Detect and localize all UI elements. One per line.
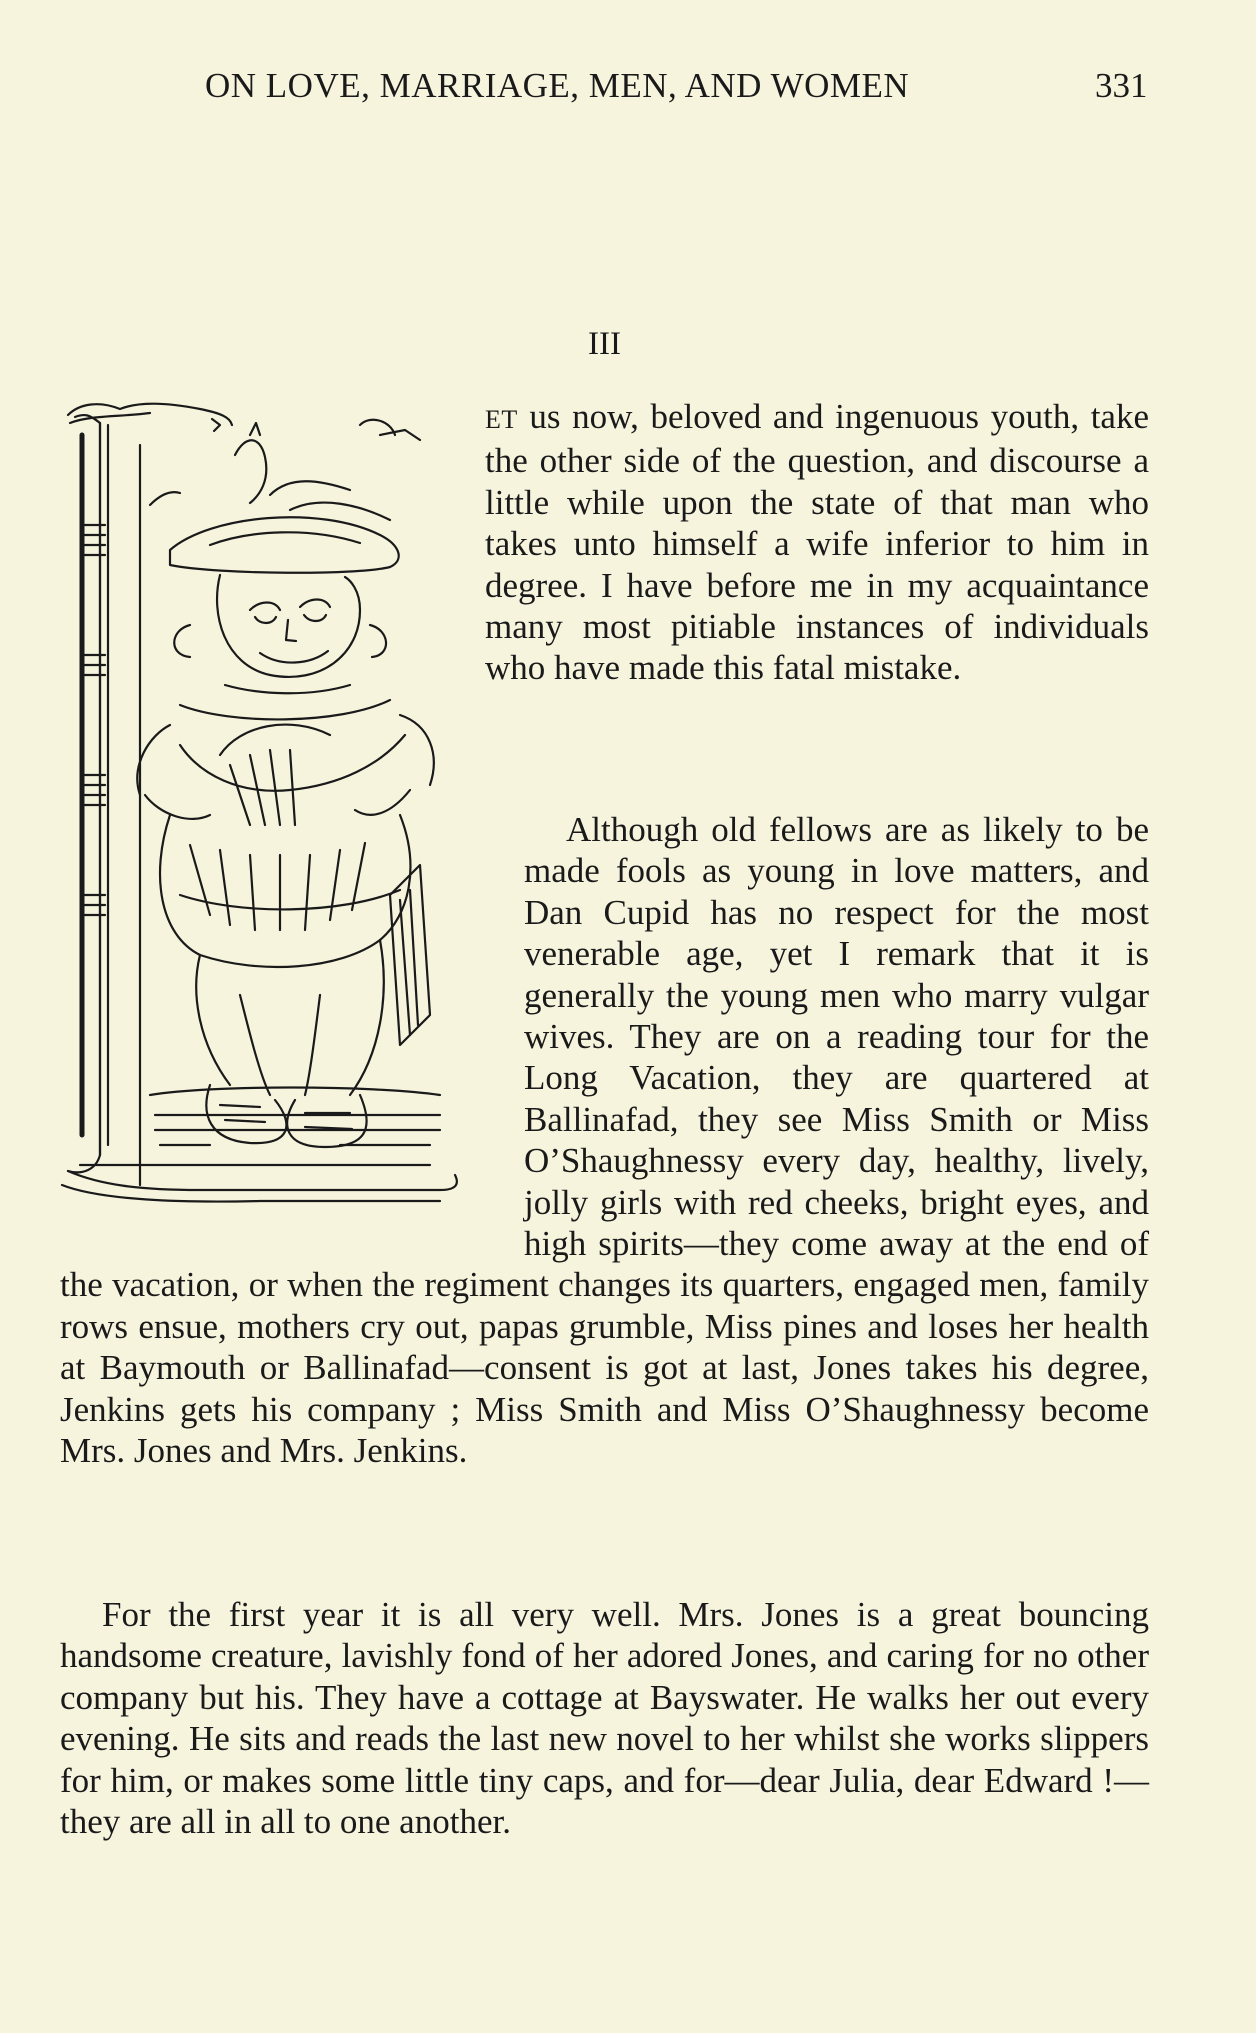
page-number: 331 (1095, 66, 1148, 105)
paragraph-3-text: For the first year it is all very well. Mrs. Jones is a great bouncing handsome creature, lavishly fond of her adored Jones, and caring for no other company but his. They have a cottage at Bayswater. He walks her out every evening. He sits and reads the last new novel to her whilst she works slippers for him, or makes some little tiny caps, and for—dear Julia, dear Edward !—they are all in all to one another. (60, 1595, 1149, 1842)
paragraph-2-text: Although old fellows are as likely to be made fools as young in love matters, and Dan Cupid has no respect for the most venerable age, yet I remark that it is generally the young men who marry vulgar wives. They are on a reading tour for the Long Vacation, they are quartered at Ballinafad, they see Miss Smith or Miss O’Shaughnessy every day, healthy, lively, jolly girls with red cheeks, bright eyes, and high spirits—they come away at the end of the vacation, or when the regiment changes its quarters, engaged men, family rows ensue, mothers cry out, papas grumble, Miss pines and loses her health at Baymouth or Ballinafad—consent is got at last, Jones takes his degree, Jenkins gets his company ; Miss Smith and Miss O’Shaughnessy become Mrs. Jones and Mrs. Jenkins. (60, 810, 1149, 1471)
paragraph-1 (485, 396, 1149, 689)
running-title: ON LOVE, MARRIAGE, MEN, AND WOMEN (205, 66, 910, 105)
paragraph-2 (60, 809, 1149, 1472)
illustration-wrap-space (60, 809, 524, 1251)
paragraph-3 (60, 1594, 1149, 1842)
drop-cap-continuation: ET (485, 405, 518, 434)
paragraph-1-text: us now, beloved and ingenuous youth, take the other side of the question, and discourse a little while upon the state of that man who takes unto himself a wife inferior to him in degree. I have before me in my acquaintance many most pitiable instances of individuals who have made this fatal mistake. (485, 397, 1149, 688)
section-number: III (588, 326, 621, 362)
